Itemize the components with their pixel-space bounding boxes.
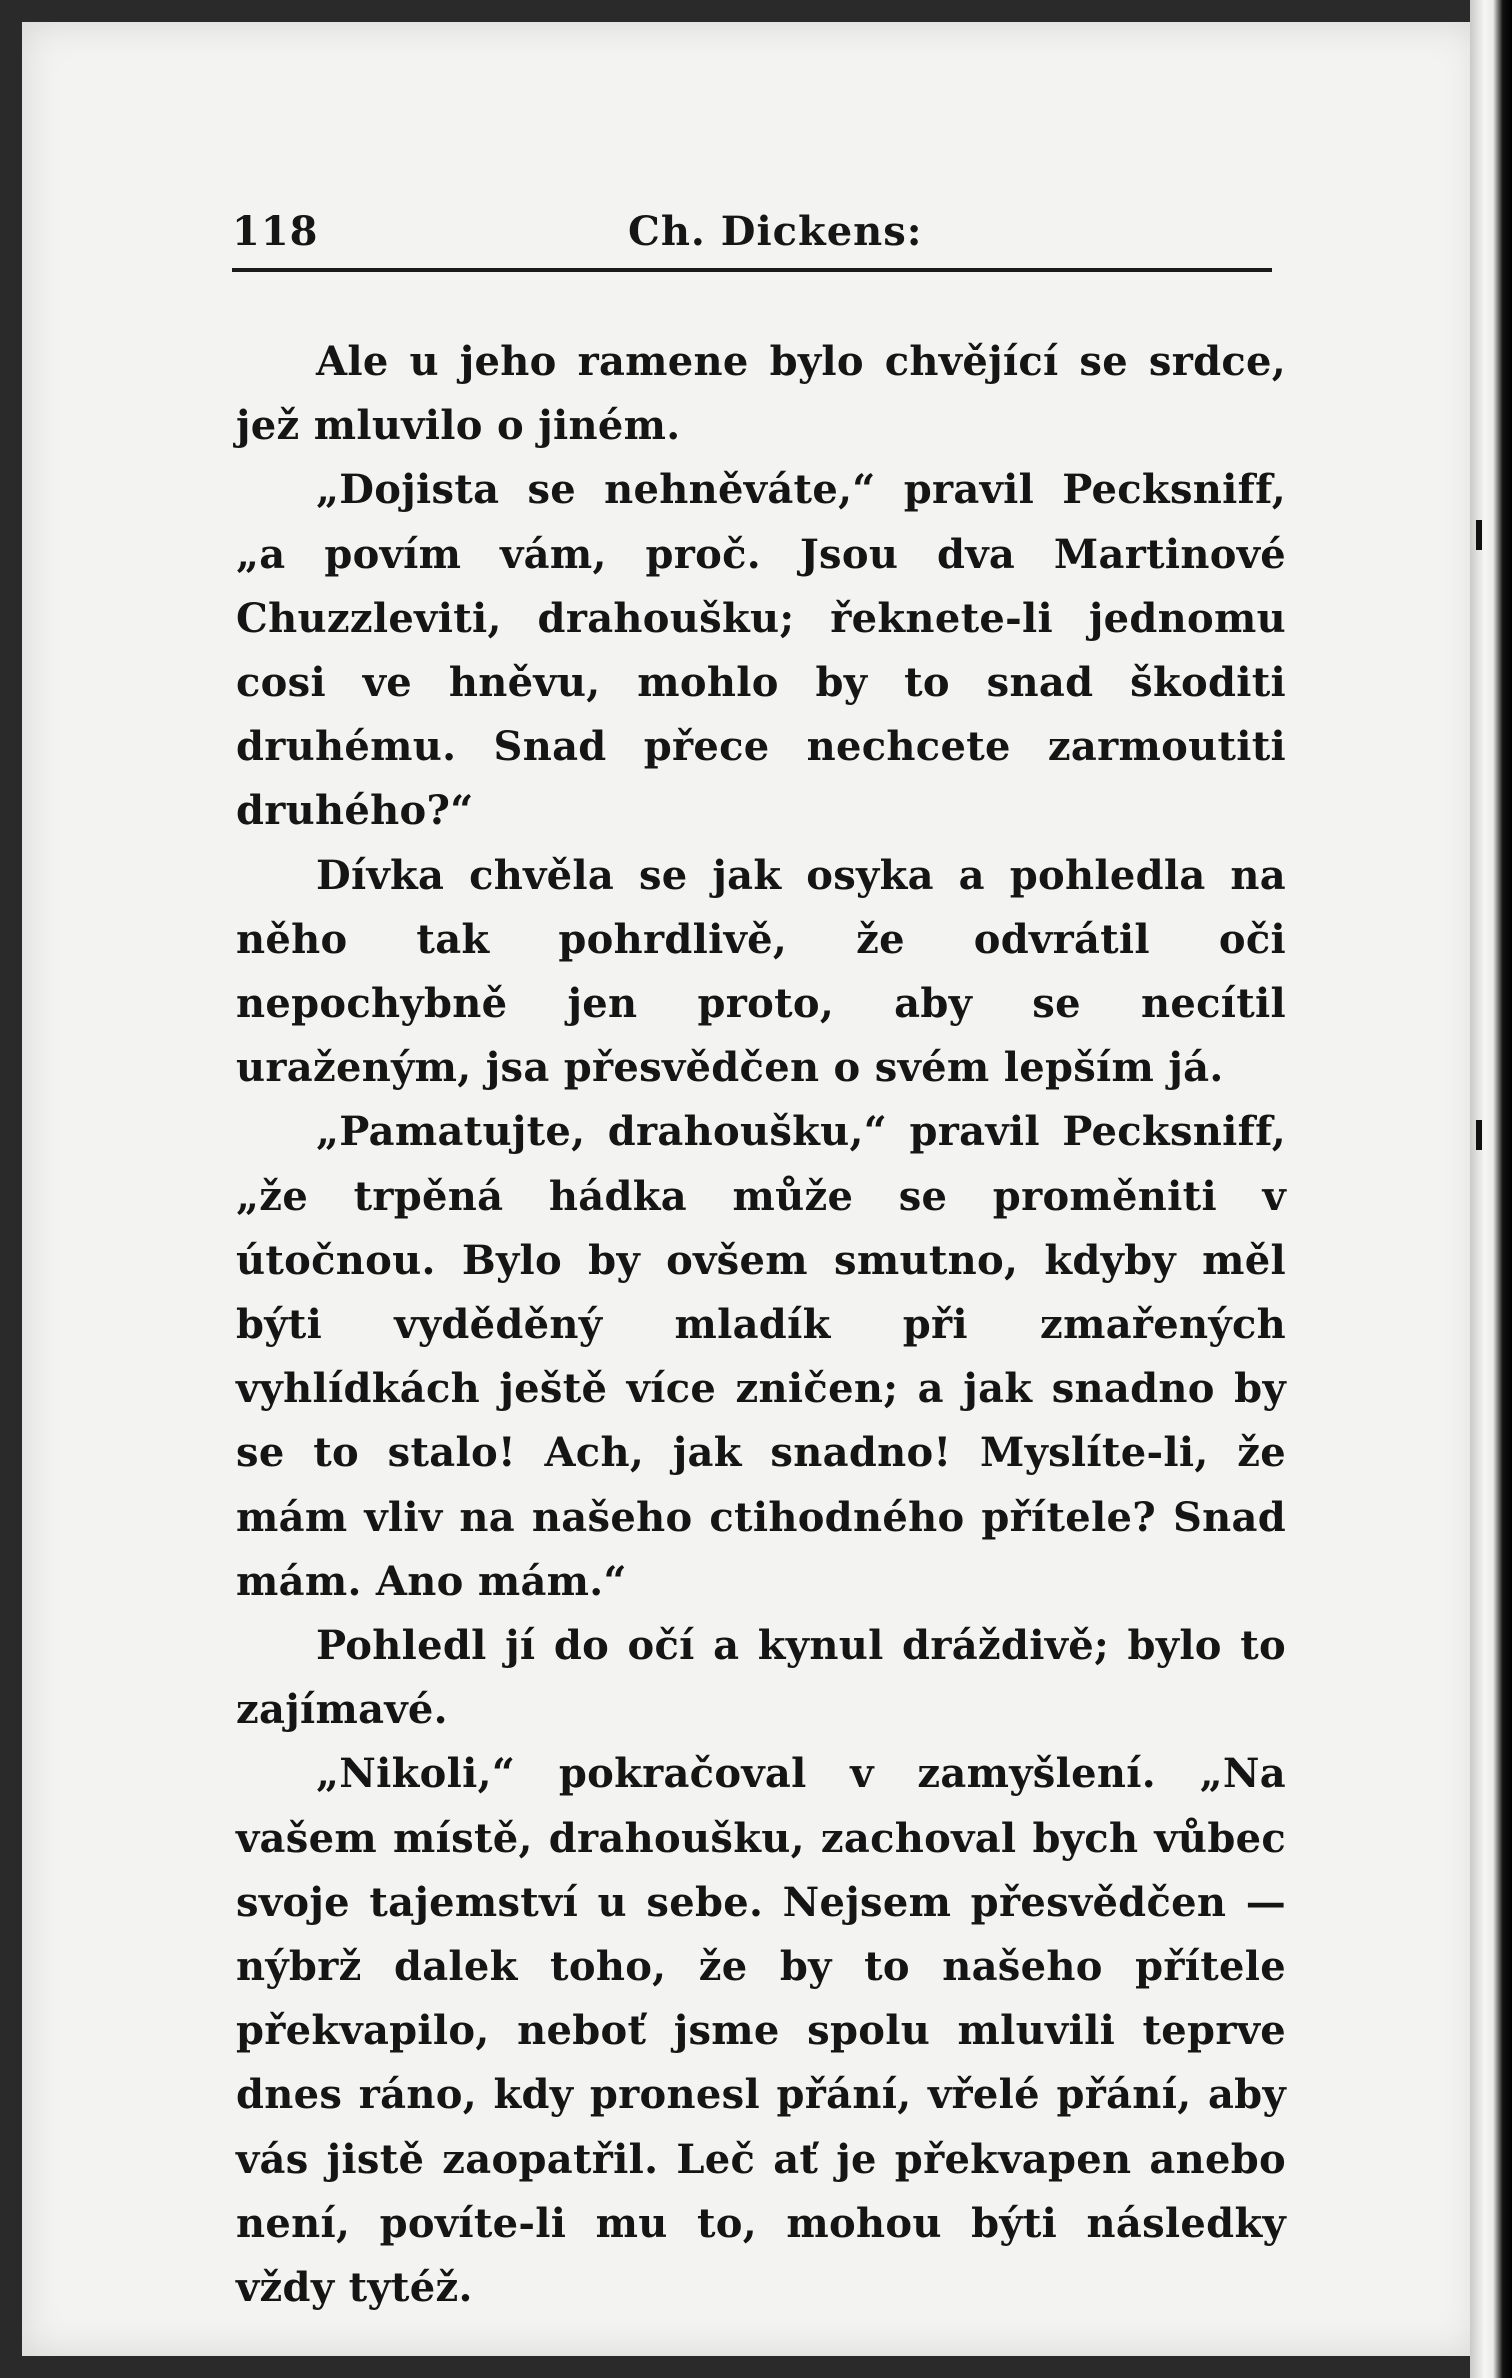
paragraph: „Nikoli,“ pokračoval v zamyšlení. „Na vašem místě, drahoušku, zachoval bych vůbec svoje tajemství u sebe. Nejsem přesvědčen — nýbrž dalek toho, že by to našeho přítele překvapilo, neboť jsme spolu mluvili teprve dnes ráno, kdy pronesl přání, vřelé přání, aby vás jistě zaopatřil. Leč ať je překvapen anebo není, povíte-li mu to, mohou býti následky vždy tytéž.	[236, 1750, 1286, 2312]
edge-mark	[1476, 1120, 1482, 1150]
page-number: 118	[232, 208, 319, 255]
paragraph: Ale u jeho ramene bylo chvějící se srdce, jež mluvilo o jiném.	[236, 338, 1286, 450]
paragraph: Dívka chvěla se jak osyka a pohledla na něho tak pohrdlivě, že odvrátil oči nepochybně jen proto, aby se necítil uraženým, jsa přesvědčen o svém lepším já.	[236, 851, 1286, 1092]
paragraph: „Pamatujte, drahoušku,“ pravil Pecksniff, „že trpěná hádka může se proměniti v útočnou. Bylo by ovšem smutno, kdyby měl býti vyděděný mladík při zmařených vyhlídkách ještě více zničen; a jak snadno by se to stalo! Ach, jak snadno! Myslíte-li, že mám vliv na našeho ctihodného přítele? Snad mám. Ano mám.“	[236, 1108, 1286, 1605]
page-header	[232, 200, 1272, 270]
paragraph: Pohledl jí do očí a kynul dráždivě; bylo to zajímavé.	[236, 1622, 1286, 1734]
header-rule	[232, 268, 1272, 272]
edge-mark	[1476, 520, 1482, 550]
body-text	[236, 330, 1286, 2320]
page-edge-shadow	[1470, 0, 1512, 2378]
running-head: Ch. Dickens:	[628, 208, 923, 255]
paragraph: „Dojista se nehněváte,“ pravil Pecksniff, „a povím vám, proč. Jsou dva Martinové Chuzzleviti, drahoušku; řeknete-li jednomu cosi ve hněvu, mohlo by to snad škoditi druhému. Snad přece nechcete zarmoutiti druhého?“	[236, 466, 1286, 835]
